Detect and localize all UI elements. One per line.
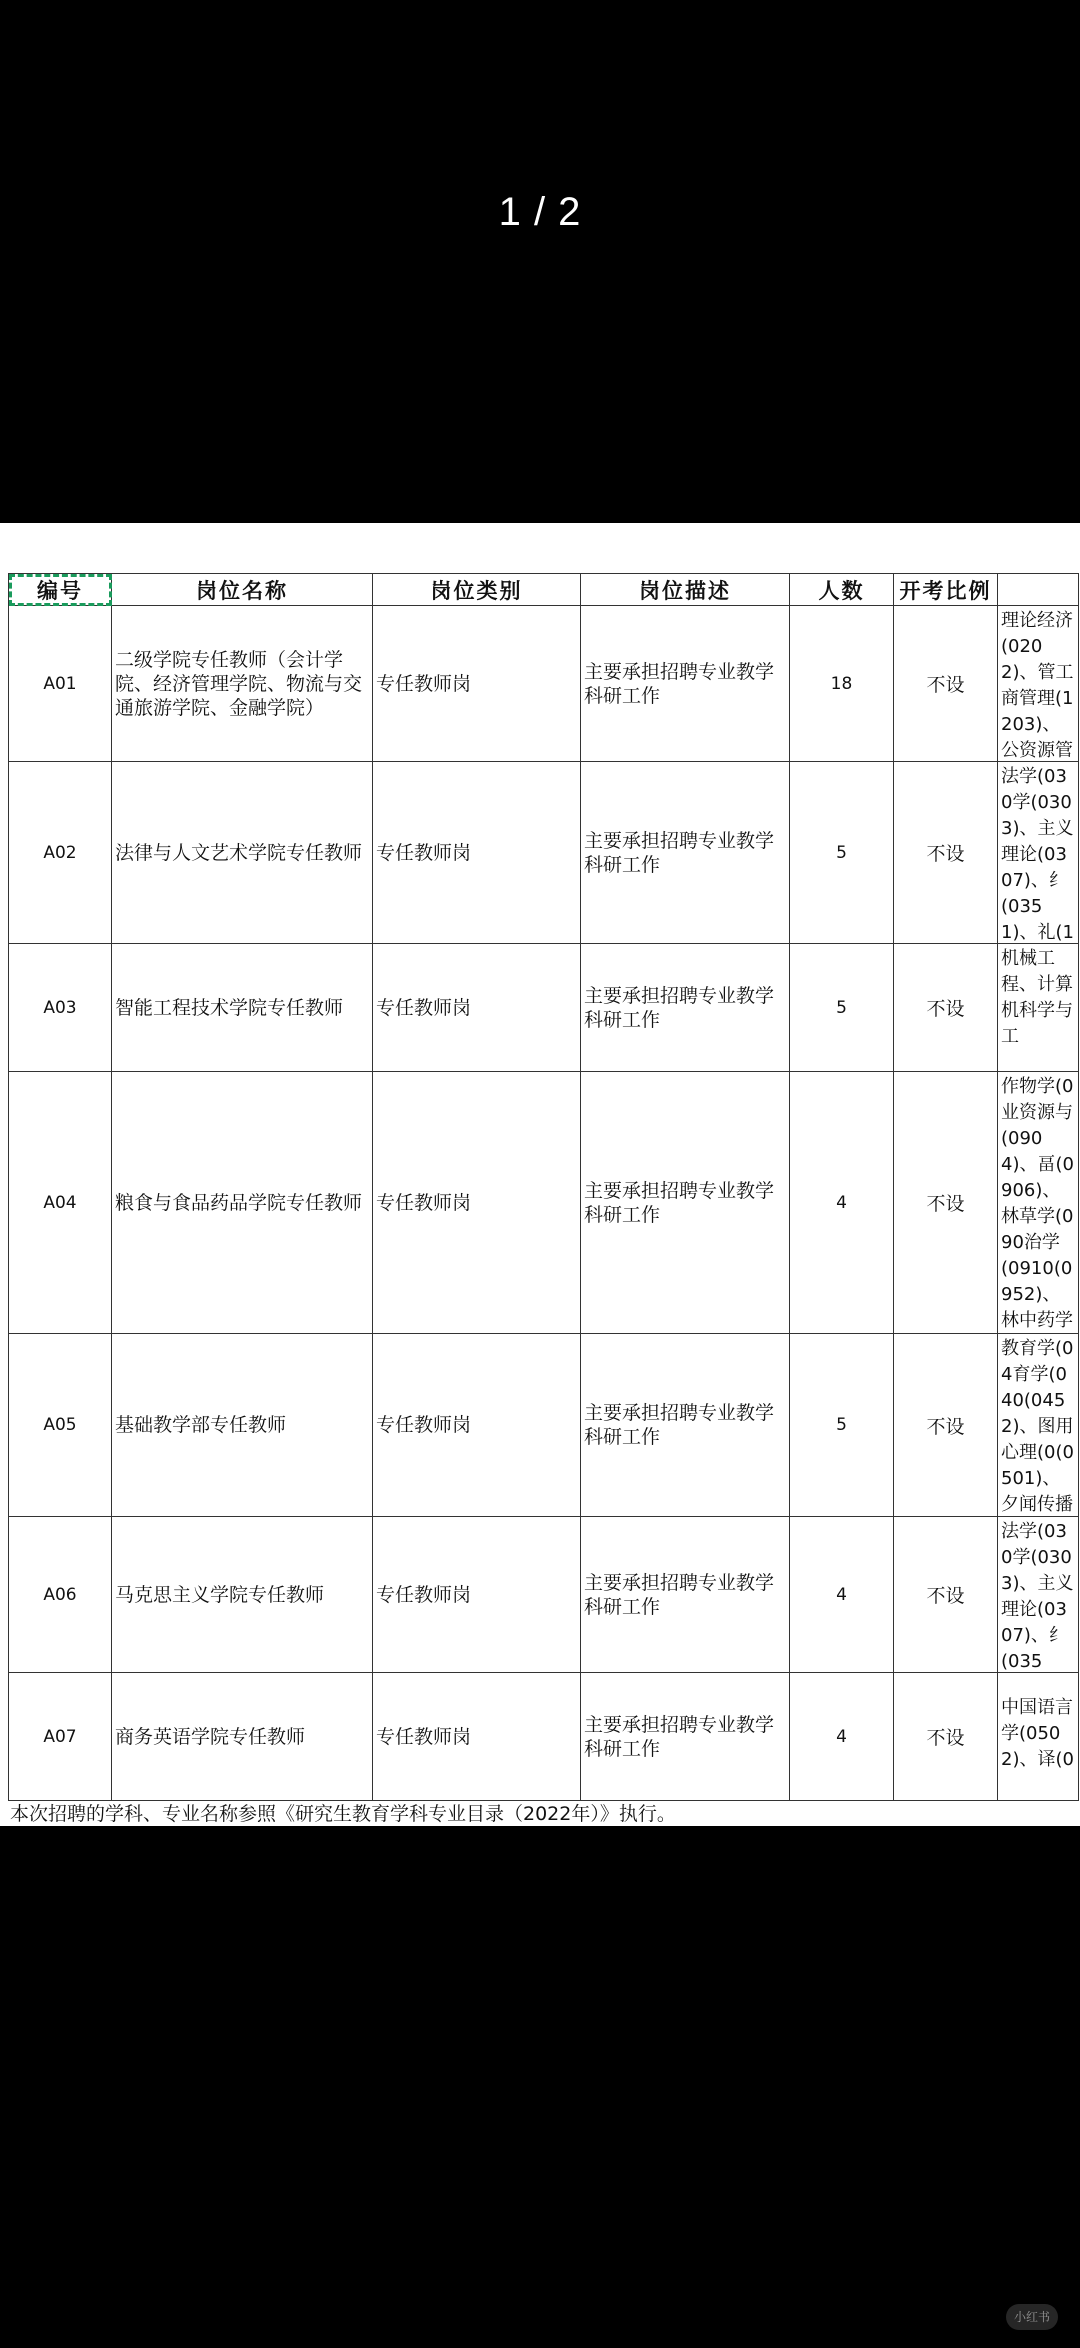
page-counter: 1 / 2 [498,190,582,234]
cell-major-text: 作物学(0业资源与(0904)、畐(0906)、林草学(090治学(0910(0952)、林中药学 [1001,1076,1074,1331]
cell-type: 专任教师岗 [373,1334,581,1517]
cell-type: 专任教师岗 [373,944,581,1072]
cell-major [998,1517,1079,1673]
cell-desc: 主要承担招聘专业教学科研工作 [581,1072,790,1334]
cell-type: 专任教师岗 [373,1072,581,1334]
table-row [9,1673,1079,1801]
cell-name: 法律与人文艺术学院专任教师 [112,762,373,944]
table-row [9,762,1079,944]
cell-desc: 主要承担招聘专业教学科研工作 [581,1517,790,1673]
cell-code: A07 [9,1673,112,1801]
cell-name: 粮食与食品药品学院专任教师 [112,1072,373,1334]
cell-major-text: 法学(030学(0303)、主义理论(0307)、纟(035 [1001,1521,1074,1671]
cell-type: 专任教师岗 [373,762,581,944]
cell-major-text: 法学(030学(0303)、主义理论(0307)、纟(0351)、礼(1 [1001,766,1074,942]
header-name: 岗位名称 [112,574,373,606]
cell-ratio: 不设 [894,1072,998,1334]
cell-name: 二级学院专任教师（会计学院、经济管理学院、物流与交通旅游学院、金融学院） [112,606,373,762]
cell-ratio: 不设 [894,1334,998,1517]
cell-major [998,606,1079,762]
table-footnote: 本次招聘的学科、专业名称参照《研究生教育学科专业目录（2022年）》执行。 [10,1803,676,1825]
cell-code: A03 [9,944,112,1072]
cell-name: 基础教学部专任教师 [112,1334,373,1517]
cell-desc: 主要承担招聘专业教学科研工作 [581,1673,790,1801]
cell-code: A02 [9,762,112,944]
cell-ratio: 不设 [894,944,998,1072]
cell-major [998,1673,1079,1801]
cell-count: 5 [790,762,894,944]
cell-major [998,1334,1079,1517]
cell-major-text: 理论经济(0202)、管工商管理(1203)、公资源管 [1001,610,1074,760]
cell-count: 4 [790,1072,894,1334]
cell-name: 智能工程技术学院专任教师 [112,944,373,1072]
cell-name: 商务英语学院专任教师 [112,1673,373,1801]
cell-ratio: 不设 [894,606,998,762]
table-row [9,944,1079,1072]
header-type: 岗位类别 [373,574,581,606]
cell-count: 5 [790,944,894,1072]
watermark-badge: 小红书 [1006,2304,1058,2330]
header-count: 人数 [790,574,894,606]
cell-ratio: 不设 [894,762,998,944]
header-major [998,574,1079,606]
cell-code: A04 [9,1072,112,1334]
table-header-row [9,574,1079,606]
cell-code: A06 [9,1517,112,1673]
cell-name: 马克思主义学院专任教师 [112,1517,373,1673]
cell-type: 专任教师岗 [373,1673,581,1801]
cell-major [998,762,1079,944]
header-ratio: 开考比例 [894,574,998,606]
cell-major [998,944,1079,1072]
cell-ratio: 不设 [894,1517,998,1673]
cell-ratio: 不设 [894,1673,998,1801]
cell-major [998,1072,1079,1334]
table-row [9,1517,1079,1673]
table-row [9,1072,1079,1334]
cell-type: 专任教师岗 [373,606,581,762]
cell-desc: 主要承担招聘专业教学科研工作 [581,762,790,944]
header-desc: 岗位描述 [581,574,790,606]
table-row [9,606,1079,762]
table-row [9,1334,1079,1517]
cell-count: 18 [790,606,894,762]
cell-code: A05 [9,1334,112,1517]
cell-desc: 主要承担招聘专业教学科研工作 [581,606,790,762]
cell-type: 专任教师岗 [373,1517,581,1673]
cell-desc: 主要承担招聘专业教学科研工作 [581,1334,790,1517]
cell-desc: 主要承担招聘专业教学科研工作 [581,944,790,1072]
cell-major-text: 中国语言学(0502)、译(0 [1001,1697,1074,1770]
cell-count: 4 [790,1517,894,1673]
document-page[interactable] [0,523,1080,1826]
cell-count: 4 [790,1673,894,1801]
cell-count: 5 [790,1334,894,1517]
cell-code: A01 [9,606,112,762]
cell-major-text: 机械工程、计算机科学与工 [1001,948,1073,1047]
recruitment-table [8,573,1079,1801]
cell-major-text: 教育学(04育学(040(0452)、图用心理(0(0501)、夕闻传播 [1001,1338,1074,1515]
header-code[interactable]: 编号 [9,574,112,606]
